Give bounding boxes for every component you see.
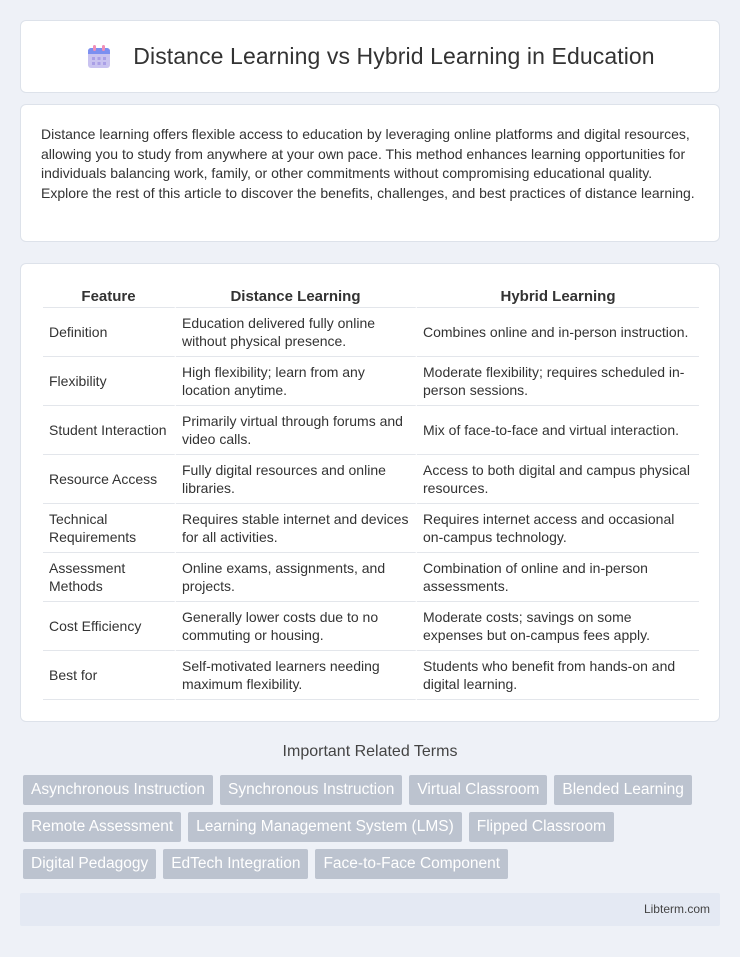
- title-wrap: [85, 43, 654, 71]
- comparison-table: [43, 284, 699, 700]
- table-row: [43, 602, 699, 651]
- table-row: [43, 406, 699, 455]
- feature-cell: Student Interaction: [43, 406, 176, 455]
- page-title: Distance Learning vs Hybrid Learning in Education: [133, 43, 655, 69]
- distance-cell: High flexibility; learn from any location anytime.: [176, 357, 417, 406]
- table-row: [43, 357, 699, 406]
- intro-card: [20, 104, 720, 242]
- table-row: [43, 651, 699, 700]
- feature-cell: Resource Access: [43, 455, 176, 504]
- footer-brand[interactable]: Libterm.com: [643, 902, 710, 916]
- hybrid-cell: Moderate flexibility; requires scheduled in-person sessions.: [417, 357, 699, 406]
- distance-cell: Self-motivated learners needing maximum flexibility.: [176, 651, 417, 700]
- table-row: [43, 308, 699, 357]
- column-header: Distance Learning: [176, 284, 417, 308]
- hybrid-cell: Mix of face-to-face and virtual interaction.: [417, 406, 699, 455]
- header-card: [20, 20, 720, 93]
- tag-row: [23, 775, 723, 805]
- distance-cell: Online exams, assignments, and projects.: [176, 553, 417, 602]
- distance-cell: Fully digital resources and online libraries.: [176, 455, 417, 504]
- hybrid-cell: Requires internet access and occasional on-campus technology.: [417, 504, 699, 553]
- table-row: [43, 455, 699, 504]
- related-term-tag[interactable]: Asynchronous Instruction: [23, 775, 213, 805]
- feature-cell: Flexibility: [43, 357, 176, 406]
- related-term-tag[interactable]: Flipped Classroom: [469, 812, 614, 842]
- related-term-tag[interactable]: Synchronous Instruction: [220, 775, 402, 805]
- comparison-card: [20, 263, 720, 722]
- hybrid-cell: Moderate costs; savings on some expenses but on-campus fees apply.: [417, 602, 699, 651]
- intro-text: Distance learning offers flexible access to education by leveraging online platforms and digital resources, allowing you to study from anywhere at your own pace. This method enhances learning opportunities for individuals balancing work, family, or other commitments without compromising educational quality. Explore the rest of this article to discover the benefits, challenges, and best practices of distance learning.: [41, 126, 695, 201]
- feature-cell: Definition: [43, 308, 176, 357]
- feature-cell: Technical Requirements: [43, 504, 176, 553]
- related-term-tag[interactable]: Remote Assessment: [23, 812, 181, 842]
- table-row: [43, 504, 699, 553]
- table-row: [43, 553, 699, 602]
- distance-cell: Generally lower costs due to no commuting or housing.: [176, 602, 417, 651]
- hybrid-cell: Access to both digital and campus physical resources.: [417, 455, 699, 504]
- column-header: Hybrid Learning: [417, 284, 699, 308]
- related-term-tag[interactable]: Face-to-Face Component: [315, 849, 508, 879]
- tag-row: [23, 812, 723, 842]
- distance-cell: Requires stable internet and devices for all activities.: [176, 504, 417, 553]
- related-term-tag[interactable]: Blended Learning: [554, 775, 692, 805]
- related-terms: [23, 775, 723, 886]
- distance-cell: Education delivered fully online without physical presence.: [176, 308, 417, 357]
- footer: [20, 893, 720, 926]
- calendar-icon: [85, 43, 113, 71]
- feature-cell: Best for: [43, 651, 176, 700]
- related-terms-title: Important Related Terms: [282, 743, 458, 760]
- feature-cell: Cost Efficiency: [43, 602, 176, 651]
- table-header-row: [43, 284, 699, 308]
- related-term-tag[interactable]: Virtual Classroom: [409, 775, 547, 805]
- distance-cell: Primarily virtual through forums and video calls.: [176, 406, 417, 455]
- feature-cell: Assessment Methods: [43, 553, 176, 602]
- hybrid-cell: Combination of online and in-person assessments.: [417, 553, 699, 602]
- related-term-tag[interactable]: Digital Pedagogy: [23, 849, 156, 879]
- tag-row: [23, 849, 723, 879]
- related-term-tag[interactable]: EdTech Integration: [163, 849, 308, 879]
- column-header: Feature: [43, 284, 176, 308]
- hybrid-cell: Students who benefit from hands-on and digital learning.: [417, 651, 699, 700]
- related-term-tag[interactable]: Learning Management System (LMS): [188, 812, 462, 842]
- hybrid-cell: Combines online and in-person instruction.: [417, 308, 699, 357]
